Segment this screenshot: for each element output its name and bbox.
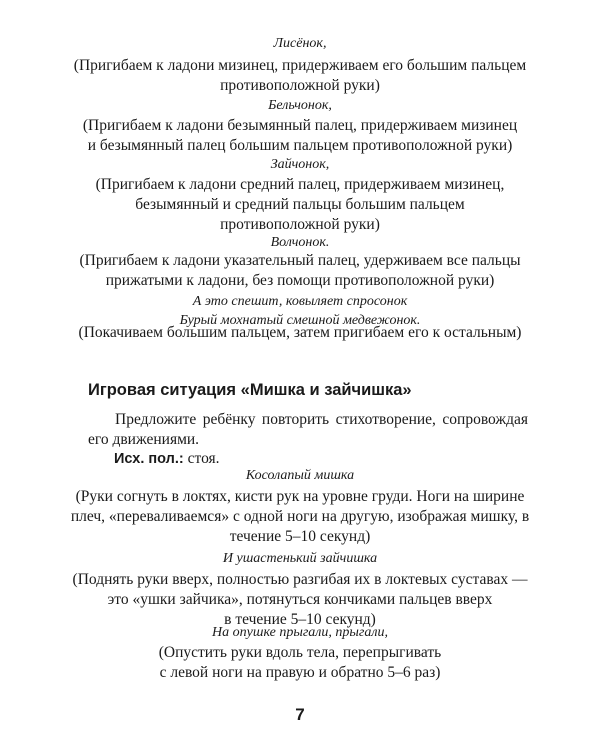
text-line: (Руки согнуть в локтях, кисти рук на уровне груди. Ноги на ширине [75,488,525,505]
text-line: течение 5–10 секунд) [229,528,371,545]
section-heading: Игровая ситуация «Мишка и зайчишка» [88,381,412,399]
instruction [60,643,540,683]
text-line: (Поднять руки вверх, полностью разгибая их в локтевых суставах — [72,571,528,588]
text-line: Бурый мохнатый смешной медвежонок. [179,313,421,328]
text-line: А это спешит, ковыляет спросонок [192,294,408,309]
text-line: Волчонок. [270,235,330,250]
text-line: (Пригибаем к ладони средний палец, придерживаем мизинец, [95,176,505,193]
text-line: и безымянный палец большим пальцем противоположной руки) [87,137,513,154]
text-line: Лисёнок, [273,36,327,51]
text-line: Зайчонок, [270,157,330,172]
verse-line [60,155,540,174]
verse-line [60,623,540,642]
verse-line [60,233,540,252]
text-line: с левой ноги на правую и обратно 5–6 раз) [159,664,441,681]
text-line: (Пригибаем к ладони мизинец, придерживаем его большим пальцем [73,57,527,74]
instruction [60,487,540,547]
text-line: (Пригибаем к ладони указательный палец, удерживаем все пальцы [79,252,521,269]
instruction [60,116,540,156]
verse-line [60,466,540,485]
page-number: 7 [295,705,305,724]
text-line: (Опустить руки вдоль тела, перепрыгивать [158,644,442,661]
text-line: Бельчонок, [268,98,332,113]
starting-position-label: Исх. пол.: [114,451,184,467]
text-line: Косолапый мишка [245,468,355,483]
text-line: это «ушки зайчика», потянуться кончиками пальцев вверх [107,591,493,608]
text-line: противоположной руки) [220,77,380,94]
text-line: безымянный и средний пальцы большим пальцем [135,196,465,213]
verse-line [60,549,540,568]
verse-line [60,96,540,115]
text-line: противоположной руки) [220,216,380,233]
instruction [60,323,540,343]
instruction [60,251,540,291]
instruction [60,56,540,96]
text-line: И ушастенький зайчишка [222,551,378,566]
instruction [60,570,540,630]
text-line: На опушке прыгали, прыгали, [212,625,388,640]
starting-position-value: стоя. [183,450,220,467]
text-line: плеч, «переваливаемся» с одной ноги на другую, изображая мишку, в [70,508,530,525]
text-line: (Пригибаем к ладони безымянный палец, придерживаем мизинец [82,117,518,134]
text-line: в течение 5–10 секунд) [224,611,376,628]
section-intro: Предложите ребёнку повторить стихотворение, сопровождая его движениями. [88,411,528,448]
verse-line [60,34,540,53]
instruction [60,175,540,235]
text-line: прижатыми к ладони, без помощи противоположной руки) [105,272,495,289]
text-line: (Покачиваем большим пальцем, затем пригибаем его к остальным) [78,324,522,341]
